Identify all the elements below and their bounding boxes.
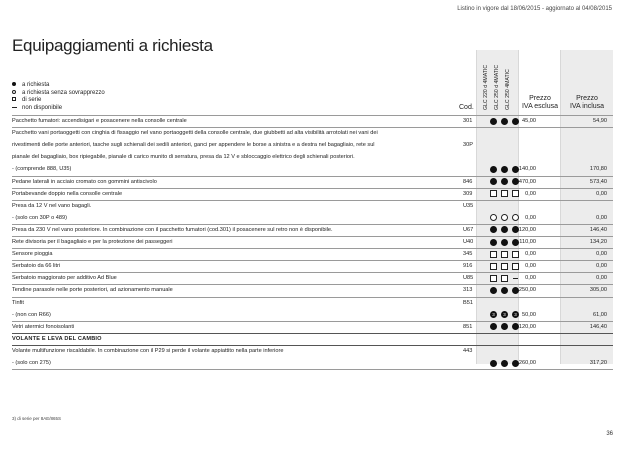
price-incl-vat: 573,40 bbox=[589, 178, 607, 185]
row-code: U85 bbox=[463, 275, 474, 282]
open-square-icon bbox=[512, 190, 519, 197]
price-incl-label-2: IVA inclusa bbox=[569, 103, 605, 110]
price-excl-vat: 470,00 bbox=[518, 178, 536, 185]
table-row bbox=[12, 297, 613, 309]
dash-icon bbox=[12, 105, 22, 113]
row-description: rivestimenti delle porte anteriori, tasche sugli schienali dei sedili anteriori, ganci per appendere le borse a sinistra e a destra nel bagagliaio, rete sul bbox=[12, 142, 375, 149]
row-code: 313 bbox=[463, 287, 473, 294]
table-row bbox=[12, 163, 613, 175]
open-square-icon bbox=[490, 275, 497, 282]
price-excl-label-2: IVA esclusa bbox=[521, 103, 559, 110]
legend-item-standard bbox=[12, 97, 105, 105]
row-description: Pedane laterali in acciaio cromato con gommini antiscivolo bbox=[12, 178, 157, 185]
row-description: Serbatoio da 66 litri bbox=[12, 263, 61, 270]
table-row bbox=[12, 236, 613, 248]
row-description: Presa da 230 V nel vano posteriore. In combinazione con il pacchetto fumatori (cod.301) il posacenere sul retro non è disponibile. bbox=[12, 226, 333, 233]
table-row bbox=[12, 321, 613, 333]
table-row bbox=[12, 176, 613, 188]
row-description: Tinfit bbox=[12, 299, 24, 306]
price-excl-vat: 50,00 bbox=[522, 311, 536, 318]
numbered-circle-icon: 3 bbox=[490, 311, 497, 318]
price-incl-vat: 61,00 bbox=[593, 311, 607, 318]
model-header-glc250: GLC 250 4MATIC bbox=[505, 69, 511, 110]
table-row bbox=[12, 188, 613, 200]
open-circle-icon bbox=[512, 214, 519, 221]
open-square-icon bbox=[512, 251, 519, 258]
open-square-icon bbox=[501, 190, 508, 197]
row-code: 443 bbox=[463, 347, 473, 354]
price-incl-vat: 146,40 bbox=[589, 226, 607, 233]
price-excl-vat: 120,00 bbox=[518, 226, 536, 233]
header-note: Listino in vigore dal 18/06/2015 - aggiornato al 04/08/2015 bbox=[457, 6, 612, 12]
open-square-icon bbox=[501, 263, 508, 270]
price-incl-vat: 146,40 bbox=[589, 323, 607, 330]
model-header-glc250d: GLC 250 d 4MATIC bbox=[494, 64, 500, 110]
table-row bbox=[12, 224, 613, 236]
filled-circle-icon bbox=[490, 323, 497, 330]
table-row bbox=[12, 151, 613, 163]
open-square-icon bbox=[512, 263, 519, 270]
filled-circle-icon bbox=[512, 239, 519, 246]
price-incl-vat: 317,20 bbox=[589, 360, 607, 366]
legend-label: non disponibile bbox=[22, 104, 63, 111]
filled-circle-icon bbox=[490, 118, 497, 125]
filled-circle-icon bbox=[501, 226, 508, 233]
row-code: 916 bbox=[463, 263, 473, 270]
row-description: Volante multifunzione riscaldabile. In combinazione con il P29 si perde il volante appiattito nella parte inferiore bbox=[12, 347, 284, 354]
filled-circle-icon bbox=[490, 360, 497, 367]
filled-circle-icon bbox=[501, 323, 508, 330]
table-row bbox=[12, 115, 613, 127]
table-row bbox=[12, 272, 613, 284]
row-code: U67 bbox=[463, 226, 474, 233]
row-description: Sensore pioggia bbox=[12, 251, 53, 258]
filled-circle-icon bbox=[501, 118, 508, 125]
row-code: 301 bbox=[463, 118, 473, 124]
price-excl-header bbox=[520, 95, 560, 111]
filled-circle-icon bbox=[501, 239, 508, 246]
table-row bbox=[12, 139, 613, 151]
row-description: Vetri atermici fonoisolanti bbox=[12, 323, 75, 330]
row-code: B51 bbox=[463, 299, 473, 306]
row-description: - (solo con 275) bbox=[12, 360, 51, 366]
open-square-icon bbox=[501, 275, 508, 282]
price-excl-vat: 250,00 bbox=[518, 287, 536, 294]
section-title: VOLANTE E LEVA DEL CAMBIO bbox=[12, 335, 102, 342]
open-square-icon bbox=[501, 251, 508, 258]
price-incl-vat: 305,00 bbox=[589, 287, 607, 294]
price-incl-vat: 0,00 bbox=[596, 263, 607, 270]
row-description: Portabevande doppio nella consolle centrale bbox=[12, 190, 123, 197]
row-code: 309 bbox=[463, 190, 473, 197]
row-description: Serbatoio maggiorato per additivo Ad Blue bbox=[12, 275, 117, 282]
legend-item-on-request bbox=[12, 82, 105, 90]
legend-label: di serie bbox=[22, 97, 42, 104]
numbered-circle-icon: 3 bbox=[512, 311, 519, 318]
price-incl-vat: 0,00 bbox=[596, 275, 607, 282]
legend bbox=[12, 82, 105, 112]
legend-label: a richiesta senza sovrapprezzo bbox=[22, 89, 105, 96]
filled-circle-icon bbox=[490, 226, 497, 233]
filled-circle-icon bbox=[501, 178, 508, 185]
price-excl-vat: 0,00 bbox=[525, 214, 536, 221]
table-row bbox=[12, 284, 613, 296]
row-description: - (comprende 888, U35) bbox=[12, 166, 72, 173]
row-description: Rete divisoria per il bagagliaio e per la protezione dei passeggeri bbox=[12, 239, 173, 245]
table-row bbox=[12, 127, 613, 139]
row-description: pianale del bagagliaio, box ripiegabile, pianale di carico munito di serratura, presa da 12 V e sbloccaggio elettrico degli schienali posteriori. bbox=[12, 154, 355, 161]
dash-icon bbox=[513, 278, 518, 279]
price-excl-vat: 260,00 bbox=[518, 360, 536, 366]
filled-circle-icon bbox=[490, 178, 497, 185]
price-excl-vat: 120,00 bbox=[518, 323, 536, 330]
price-incl-vat: 54,90 bbox=[593, 118, 607, 124]
price-incl-vat: 0,00 bbox=[596, 190, 607, 197]
price-incl-vat: 134,20 bbox=[589, 239, 607, 245]
filled-circle-icon bbox=[501, 166, 508, 173]
row-description: - (non con R66) bbox=[12, 311, 51, 318]
row-description: Pacchetto fumatori: accendisigari e posacenere nella consolle centrale bbox=[12, 118, 187, 124]
row-description: Pacchetto vani portaoggetti con cinghia di fissaggio nel vano portaoggetti della consolle centrale, due giubbetti ad alta visibilità arrotolati nei vani dei bbox=[12, 130, 378, 137]
row-code: 30P bbox=[463, 142, 473, 149]
open-circle-icon bbox=[501, 214, 508, 221]
table-row bbox=[12, 248, 613, 260]
open-circle-icon bbox=[12, 90, 22, 98]
filled-circle-icon bbox=[501, 360, 508, 367]
legend-item-not-available bbox=[12, 105, 105, 113]
table-row bbox=[12, 200, 613, 212]
row-code: U40 bbox=[463, 239, 474, 245]
legend-item-no-charge bbox=[12, 90, 105, 98]
open-square-icon bbox=[490, 263, 497, 270]
filled-circle-icon bbox=[12, 82, 22, 90]
price-excl-vat: 0,00 bbox=[525, 190, 536, 197]
price-incl-label-1: Prezzo bbox=[576, 95, 598, 102]
open-square-icon bbox=[490, 251, 497, 258]
row-description: - (solo con 30P o 489) bbox=[12, 214, 67, 221]
row-code: 345 bbox=[463, 251, 473, 258]
table-row bbox=[12, 345, 613, 357]
filled-circle-icon bbox=[490, 287, 497, 294]
table-row bbox=[12, 260, 613, 272]
price-excl-vat: 0,00 bbox=[525, 263, 536, 270]
page-number: 36 bbox=[606, 431, 613, 437]
open-square-icon bbox=[490, 190, 497, 197]
code-header: Cod. bbox=[459, 104, 474, 111]
footnote: 3) di serie per 8AE/865S bbox=[12, 416, 62, 421]
row-code: 851 bbox=[463, 323, 473, 330]
numbered-circle-icon: 3 bbox=[501, 311, 508, 318]
row-code: 846 bbox=[463, 178, 473, 185]
price-excl-label-1: Prezzo bbox=[529, 95, 551, 102]
price-incl-vat: 170,80 bbox=[589, 166, 607, 173]
filled-circle-icon bbox=[512, 118, 519, 125]
row-description: Presa da 12 V nel vano bagagli. bbox=[12, 202, 92, 209]
row-divider bbox=[12, 369, 613, 370]
price-excl-vat: 45,00 bbox=[522, 118, 536, 124]
page-title: Equipaggiamenti a richiesta bbox=[12, 36, 213, 55]
table-row bbox=[12, 357, 613, 369]
price-incl-vat: 0,00 bbox=[596, 214, 607, 221]
price-excl-vat: 140,00 bbox=[518, 166, 536, 173]
price-excl-vat: 0,00 bbox=[525, 251, 536, 258]
table-row bbox=[12, 212, 613, 224]
model-header-glc220d: GLC 220 d 4MATIC bbox=[483, 64, 489, 110]
price-excl-vat: 110,00 bbox=[519, 239, 536, 245]
legend-label: a richiesta bbox=[22, 82, 50, 88]
price-incl-header bbox=[562, 95, 612, 111]
filled-circle-icon bbox=[490, 239, 497, 246]
open-circle-icon bbox=[490, 214, 497, 221]
open-square-icon bbox=[12, 97, 22, 105]
row-code: U35 bbox=[463, 202, 474, 209]
table-row bbox=[12, 309, 613, 321]
section-header-row bbox=[12, 333, 613, 345]
price-incl-vat: 0,00 bbox=[596, 251, 607, 258]
filled-circle-icon bbox=[490, 166, 497, 173]
row-description: Tendine parasole nelle porte posteriori, ad azionamento manuale bbox=[12, 287, 173, 294]
price-excl-vat: 0,00 bbox=[525, 275, 536, 282]
filled-circle-icon bbox=[501, 287, 508, 294]
